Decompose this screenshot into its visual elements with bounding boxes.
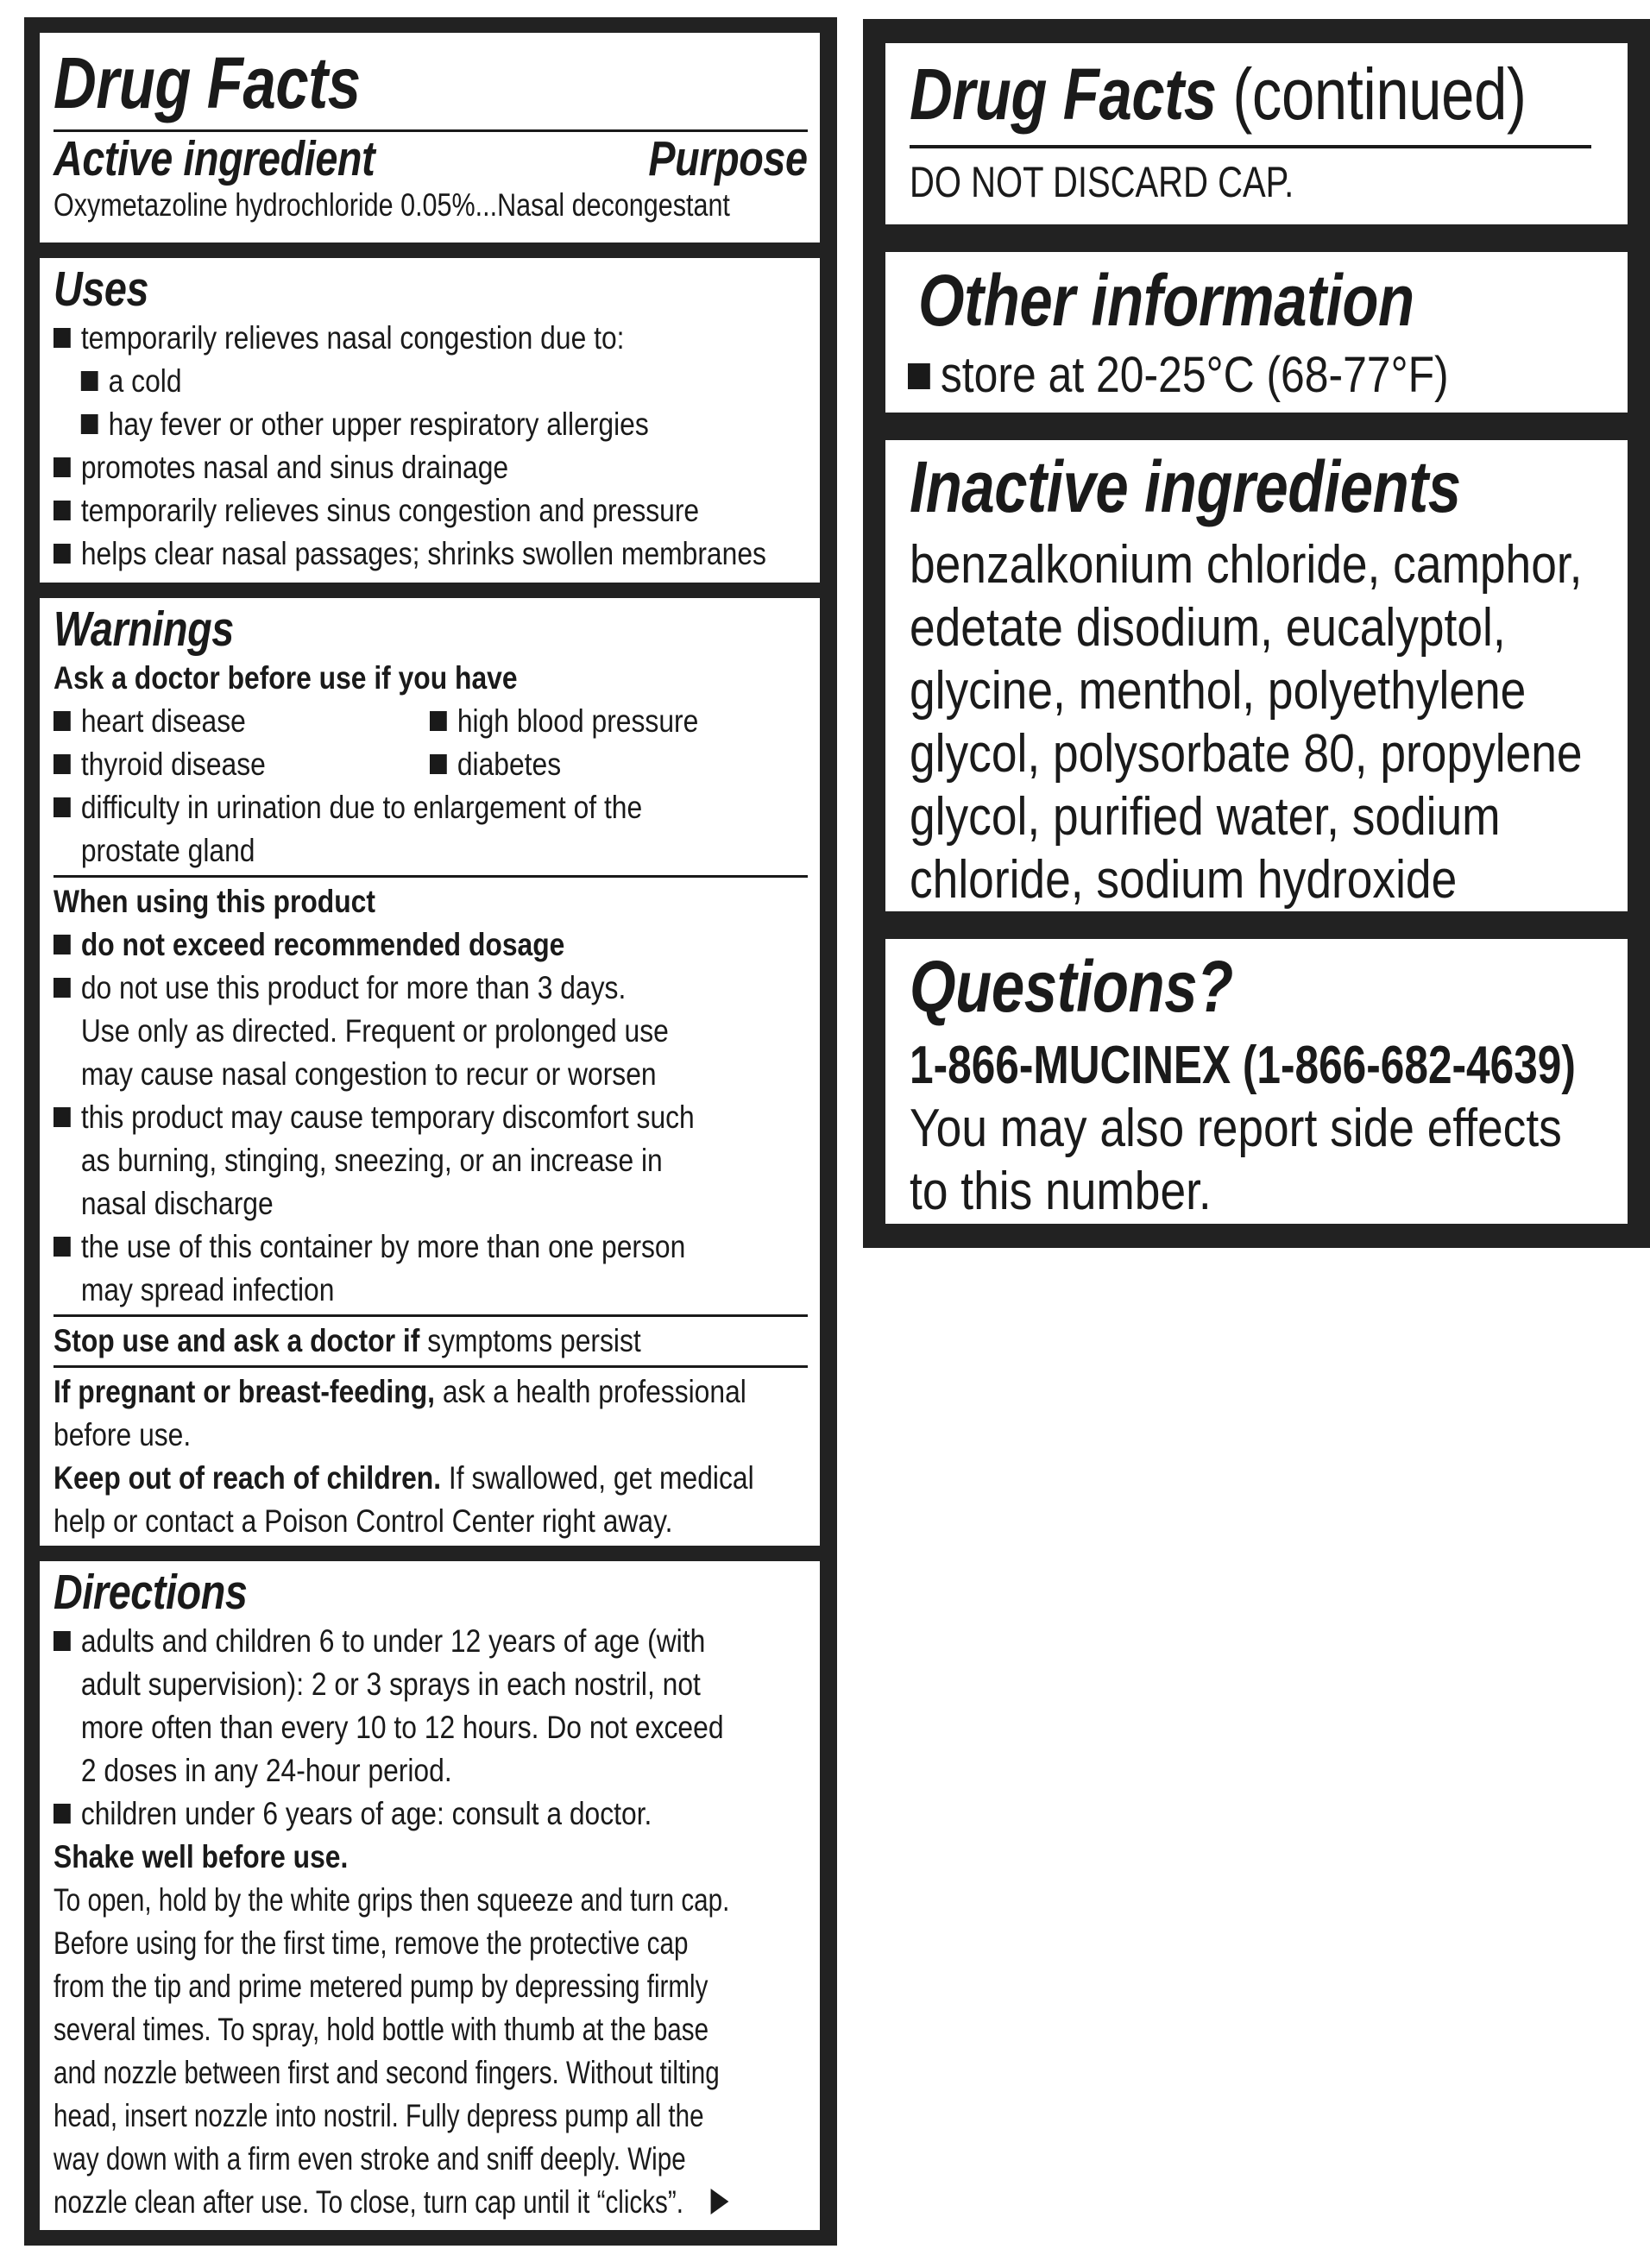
direction-item-cont: 2 doses in any 24-hour period. <box>80 1753 452 1788</box>
continued-title: Drug Facts (continued) <box>910 54 1527 135</box>
bullet-square-icon <box>54 797 71 817</box>
drug-facts-title: Drug Facts <box>54 42 361 123</box>
do-not-discard-cap: DO NOT DISCARD CAP. <box>910 158 1294 206</box>
bullet-square-icon <box>54 1107 71 1127</box>
bullet-square-icon <box>54 935 71 954</box>
purpose-heading: Purpose <box>648 131 808 186</box>
directions-heading: Directions <box>54 1565 248 1620</box>
direction-item-cont: more often than every 10 to 12 hours. Do not exceed <box>80 1710 724 1745</box>
stop-use-line: Stop use and ask a doctor if symptoms persist <box>54 1323 641 1358</box>
direction-item: adults and children 6 to under 12 years of age (with <box>54 1620 702 1663</box>
warnings-heading: Warnings <box>54 602 234 657</box>
bullet-square-icon <box>54 328 71 348</box>
directions-paragraph-line: way down with a firm even stroke and sniff deeply. Wipe <box>54 2141 686 2177</box>
ask-doctor-heading: Ask a doctor before use if you have <box>54 660 518 696</box>
inactive-ingredients-line: chloride, sodium hydroxide <box>910 850 1458 910</box>
questions-panel <box>885 939 1628 1224</box>
continued-header-panel <box>885 43 1628 224</box>
directions-paragraph-line: head, insert nozzle into nostril. Fully depress pump all the <box>54 2098 704 2133</box>
warning-item-cont: Use only as directed. Frequent or prolonged use <box>80 1013 669 1049</box>
bullet-square-icon <box>54 754 71 774</box>
direction-item-cont: adult supervision): 2 or 3 sprays in each nostril, not <box>80 1666 701 1702</box>
active-ingredient-line: Oxymetazoline hydrochloride 0.05%...Nasal decongestant <box>54 187 730 223</box>
bullet-square-icon <box>54 978 71 998</box>
uses-panel <box>40 258 820 583</box>
warning-item: do not exceed recommended dosage <box>54 923 702 967</box>
uses-item: promotes nasal and sinus drainage <box>54 446 702 489</box>
active-ingredient-heading: Active ingredient <box>54 131 375 186</box>
when-using-heading: When using this product <box>54 884 375 919</box>
directions-paragraph-line: several times. To spray, hold bottle with thumb at the base <box>54 2012 709 2047</box>
directions-paragraph-line: and nozzle between first and second fingers. Without tilting <box>54 2055 720 2090</box>
warning-item-cont: as burning, stinging, sneezing, or an increase in <box>80 1143 663 1178</box>
uses-item: helps clear nasal passages; shrinks swollen membranes <box>54 532 702 576</box>
bullet-square-icon <box>54 1631 71 1651</box>
section-rule <box>54 1365 808 1368</box>
inactive-ingredients-line: edetate disodium, eucalyptol, <box>910 598 1506 658</box>
uses-item: temporarily relieves sinus congestion and pressure <box>54 489 702 532</box>
section-rule <box>54 1314 808 1317</box>
directions-panel <box>40 1561 820 2230</box>
condition-thyroid-disease: thyroid disease <box>54 743 266 786</box>
uses-heading: Uses <box>54 261 149 317</box>
condition-diabetes: diabetes <box>430 743 561 786</box>
questions-heading: Questions? <box>910 946 1233 1027</box>
warning-item-cont: nasal discharge <box>80 1186 274 1221</box>
warning-item: the use of this container by more than one person <box>54 1225 702 1269</box>
other-information-panel <box>885 252 1628 413</box>
bullet-square-icon <box>430 754 447 774</box>
warning-item-cont: may cause nasal congestion to recur or worsen <box>80 1056 657 1092</box>
bullet-square-icon <box>908 363 930 389</box>
continue-arrow-icon <box>711 2189 729 2214</box>
inactive-ingredients-line: glycine, menthol, polyethylene <box>910 661 1527 721</box>
report-line: You may also report side effects <box>910 1099 1562 1158</box>
report-line: to this number. <box>910 1162 1212 1221</box>
pregnant-line: If pregnant or breast-feeding, ask a health professional <box>54 1374 746 1409</box>
inactive-ingredients-line: benzalkonium chloride, camphor, <box>910 535 1583 595</box>
uses-item: temporarily relieves nasal congestion due to: <box>54 317 702 360</box>
section-rule <box>54 875 808 878</box>
bullet-square-icon <box>54 1804 71 1824</box>
condition-heart-disease: heart disease <box>54 700 246 743</box>
difficulty-item: difficulty in urination due to enlargement of the <box>54 786 702 829</box>
directions-paragraph-line: nozzle clean after use. To close, turn cap until it “clicks”. <box>54 2181 657 2224</box>
bullet-square-icon <box>81 371 98 391</box>
bullet-square-icon <box>430 711 447 731</box>
direction-item: children under 6 years of age: consult a doctor. <box>54 1792 702 1836</box>
questions-phone: 1-866-MUCINEX (1-866-682-4639) <box>910 1036 1576 1095</box>
warnings-panel <box>40 598 820 1546</box>
pregnant-line-cont: before use. <box>54 1417 192 1452</box>
inactive-ingredients-line: glycol, polysorbate 80, propylene <box>910 724 1583 784</box>
inactive-ingredients-panel <box>885 440 1628 911</box>
keep-out-line: Keep out of reach of children. If swallowed, get medical <box>54 1460 754 1496</box>
bullet-square-icon <box>54 501 71 520</box>
warning-item: this product may cause temporary discomfort such <box>54 1096 702 1139</box>
bullet-square-icon <box>81 414 98 434</box>
warning-item: do not use this product for more than 3 days. <box>54 967 702 1010</box>
warning-item-cont: may spread infection <box>80 1272 335 1307</box>
bullet-square-icon <box>54 457 71 477</box>
other-information-item: store at 20-25°C (68-77°F) <box>908 349 1527 402</box>
bullet-square-icon <box>54 544 71 564</box>
directions-paragraph-line: Before using for the first time, remove the protective cap <box>54 1925 689 1961</box>
bullet-square-icon <box>54 711 71 731</box>
condition-high-blood-pressure: high blood pressure <box>430 700 698 743</box>
directions-paragraph-line: from the tip and prime metered pump by depressing firmly <box>54 1969 708 2004</box>
difficulty-item-cont: prostate gland <box>80 833 255 868</box>
drug-facts-header-panel <box>40 33 820 243</box>
other-information-heading: Other information <box>918 260 1414 341</box>
keep-out-line-cont: help or contact a Poison Control Center right away. <box>54 1503 673 1539</box>
inactive-ingredients-heading: Inactive ingredients <box>910 446 1461 527</box>
shake-well-line: Shake well before use. <box>54 1839 349 1874</box>
inactive-ingredients-line: glycol, purified water, sodium <box>910 787 1501 847</box>
uses-subitem: a cold <box>54 360 702 403</box>
directions-paragraph-line: To open, hold by the white grips then squeeze and turn cap. <box>54 1882 730 1918</box>
uses-subitem: hay fever or other upper respiratory allergies <box>54 403 702 446</box>
bullet-square-icon <box>54 1237 71 1257</box>
